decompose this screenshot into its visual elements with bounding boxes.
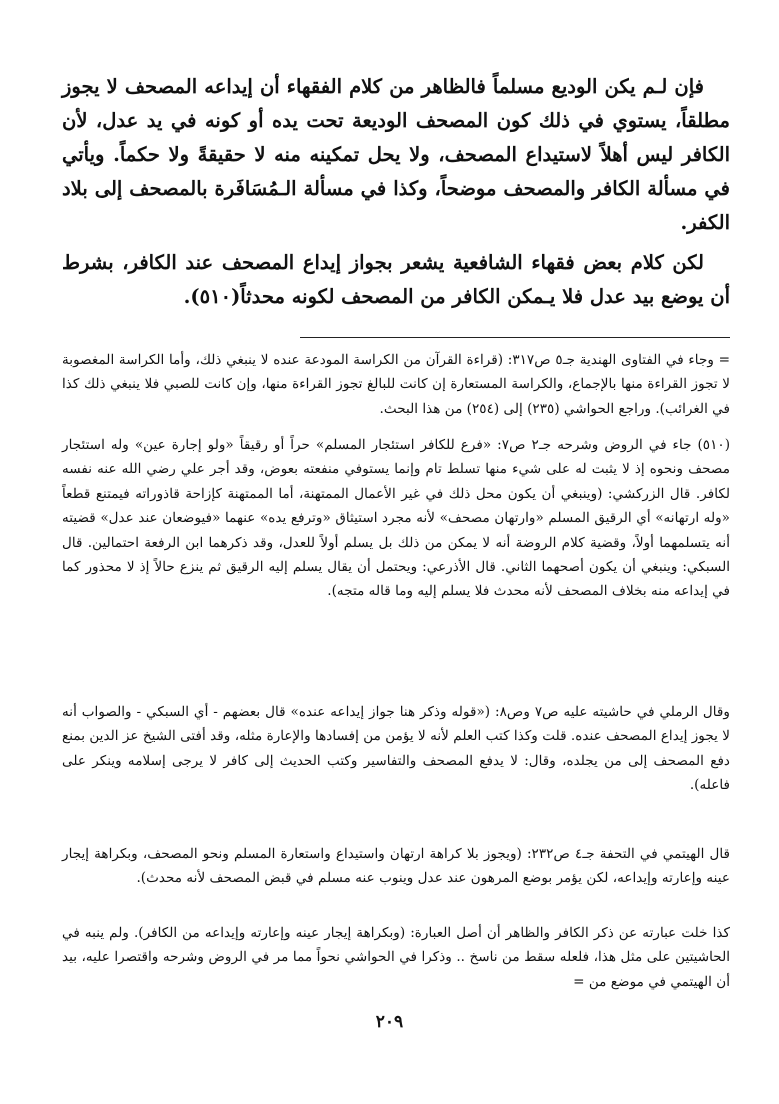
- footnote-ramli: [62, 700, 730, 798]
- main-paragraph-2: [62, 246, 730, 314]
- main-paragraph-1-text: فإن لـم يكن الوديع مسلماً فالظاهر من كلام الفقهاء أن إيداعه المصحف لا يجوز مطلقاً، يستوي في ذلك كون المصحف الوديعة تحت يده أو كونه في يد عدل، لأن الكافر ليس أهلاً لاستيداع المصحف، ولا يحل تمكينه منه لا حقيقةً ولا حكماً. ويأتي في مسألة الكافر والمصحف موضحاً، وكذا في مسألة الـمُسَافَرة بالمصحف إلى بلاد الكفر.: [62, 75, 730, 234]
- footnote-510-text: (٥١٠) جاء في الروض وشرحه جـ٢ ص٧: «فرع للكافر استئجار المسلم» حراً أو رقيقاً «ولو إجارة عين» وله استئجار مصحف ونحوه إذ لا يثبت له على شيء منها تسلط تام وإنما يستوفي منفعته بعوض، وقد أجر علي رضي الله عنه نفسه لكافر. قال الزركشي: (وينبغي أن يكون محل ذلك في غير الأعمال الممتهنة، أما الممتهنة كإزاحة قاذوراته فيمتنع قطعاً «وله ارتهانه» أي الرقيق المسلم «وارتهان مصحف» لأنه مجرد استيثاق «وترفع يده» عنهما «فيوضعان عند عدل» قضيته أنه يتسلمهما أولاً، وقضية كلام الروضة أنه لا يمكن من ذلك بل يسلم أولاً للعدل، وقد ذكرهما ابن الرفعة احتمالين. قال السبكي: وينبغي أن يكون أصحهما الثاني. قال الأذرعي: ويحتمل أن يقال يسلم إليه الرقيق ثم ينزع حالاً إذ لا محذور كما في إيداعه منه بخلاف المصحف لأنه محدث فلا يسلم إليه وما قاله متجه).: [62, 437, 731, 600]
- footnote-haytami-text: قال الهيتمي في التحفة جـ٤ ص٢٣٢: (ويجوز بلا كراهة ارتهان واستيداع واستعارة المسلم ونحو المصحف، وبكراهة إيجار عينه وإعارته وإيداعه، لكن يؤمر بوضع المرهون عند عدل وينوب عنه مسلم في قبض المصحف لأنه محدث).: [62, 846, 730, 887]
- page-number: ٢٠٩: [375, 1012, 404, 1032]
- main-paragraph-1: [62, 70, 730, 240]
- footnote-haytami: [62, 842, 730, 891]
- footnote-continuation: [62, 348, 730, 421]
- footnote-divider: [300, 337, 730, 338]
- footnote-ramli-text: وقال الرملي في حاشيته عليه ص٧ وص٨: («قوله وذكر هنا جواز إيداعه عنده» قال بعضهم - أي السبكي - والصواب أنه لا يجوز إيداع المصحف عنده. قلت وكذا كتب العلم لأنه لا يؤمن من إفسادها والإعارة مثله، وقد أفتى الشيخ عز الدين بمنع دفع المصحف إلى من يجلده، وقال: لا يدفع المصحف والتفاسير وكتب الحديث إلى كافر لا يرجى إسلامه وينكر على فاعله).: [62, 704, 730, 794]
- footnote-continuation-text: = وجاء في الفتاوى الهندية جـ٥ ص٣١٧: (قراءة القرآن من الكراسة المودعة عنده لا ينبغي ذلك، وأما الكراسة المغصوبة لا تجوز القراءة منها بالإجماع، والكراسة المستعارة إن كانت للبالغ تجوز القراءة منها، وإن كانت للصبي فلا ينبغي ذلك كذا في الغرائب). وراجع الحواشي (٢٣٥) إلى (٢٥٤) من هذا البحث.: [62, 352, 730, 417]
- footnote-510: [62, 433, 730, 604]
- footnote-remark-text: كذا خلت عبارته عن ذكر الكافر والظاهر أن أصل العبارة: (وبكراهة إيجار عينه وإعارته وإيداعه من الكافر). ولم ينبه في الحاشيتين على مثل هذا، فلعله سقط من ناسخ .. وذكرا في الحواشي نحواً مما مر في الروض وشرحه واقتصرا عليه، بيد أن الهيتمي في موضع من =: [62, 925, 730, 990]
- main-paragraph-2-text: لكن كلام بعض فقهاء الشافعية يشعر بجواز إيداع المصحف عند الكافر، بشرط أن يوضع بيد عدل فلا يـمكن الكافر من المصحف لكونه محدثاً(٥١٠).: [62, 251, 730, 308]
- footnote-remark: [62, 921, 730, 994]
